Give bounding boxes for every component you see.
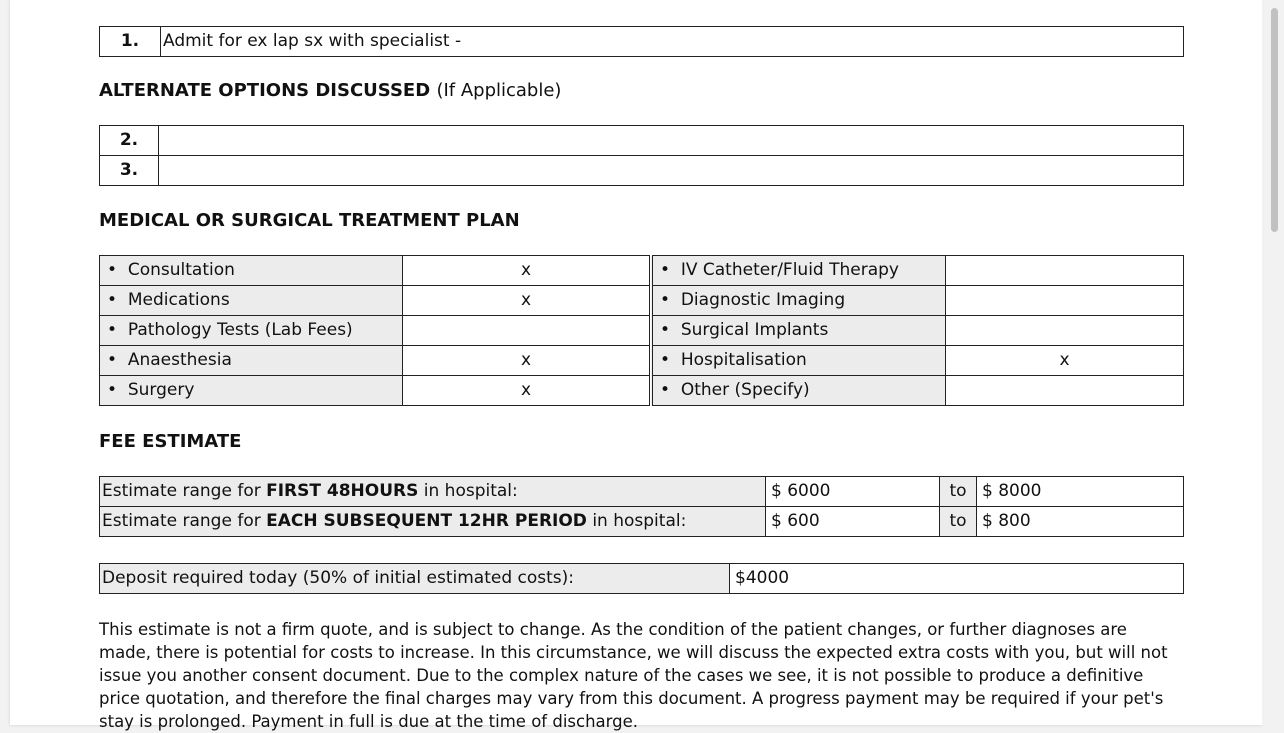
alternate-options-heading (99, 80, 561, 101)
treatment-label: Surgery (127, 380, 195, 400)
treatment-item (100, 376, 403, 406)
treatment-item (100, 256, 403, 286)
treatment-mark[interactable] (946, 316, 1184, 346)
table-row (100, 286, 1184, 316)
bullet: • (660, 350, 671, 370)
treatment-item (651, 346, 946, 376)
option-text[interactable]: Admit for ex lap sx with specialist - (161, 27, 1184, 57)
treatment-label: Diagnostic Imaging (680, 290, 846, 310)
table-row (100, 507, 1184, 537)
treatment-label: Anaesthesia (127, 350, 232, 370)
treatment-item (100, 346, 403, 376)
table-row (100, 156, 1184, 186)
fee-low-value[interactable]: $ 600 (766, 507, 940, 537)
alternate-options-table (99, 125, 1184, 186)
fee-high-value[interactable]: $ 8000 (977, 477, 1184, 507)
treatment-item (651, 286, 946, 316)
treatment-mark[interactable] (946, 376, 1184, 406)
scrollbar-thumb[interactable] (1271, 8, 1278, 232)
table-row (100, 316, 1184, 346)
option-number: 1. (100, 27, 161, 57)
fee-to-label: to (940, 507, 977, 537)
primary-option-table (99, 26, 1184, 57)
fee-label-prefix: Estimate range for (102, 511, 267, 531)
table-row (100, 27, 1184, 57)
treatment-label: Consultation (127, 260, 235, 280)
treatment-label: IV Catheter/Fluid Therapy (680, 260, 899, 280)
option-number: 2. (100, 126, 159, 156)
bullet: • (660, 320, 671, 340)
treatment-label: Medications (127, 290, 230, 310)
option-text[interactable] (159, 156, 1184, 186)
treatment-label: Hospitalisation (680, 350, 807, 370)
treatment-item (651, 376, 946, 406)
treatment-item (100, 286, 403, 316)
table-row (100, 256, 1184, 286)
treatment-mark[interactable]: x (403, 376, 652, 406)
deposit-value[interactable]: $4000 (730, 564, 1184, 594)
table-row (100, 477, 1184, 507)
treatment-item (100, 316, 403, 346)
vertical-scrollbar[interactable] (1262, 0, 1284, 725)
deposit-table (99, 563, 1184, 594)
table-row (100, 346, 1184, 376)
disclaimer-paragraph: This estimate is not a firm quote, and is subject to change. As the condition of the patient changes, or further diagnoses are made, there is potential for costs to increase. In this circumstance, we will discuss the expected extra costs with you, but will not issue you another consent document. Due to the complex nature of the cases we see, it is not possible to produce a definitive price quotation, and therefore the final charges may vary from this document. A progress payment may be required if your pet's stay is prolonged. Payment in full is due at the time of discharge. (99, 620, 1168, 731)
treatment-mark[interactable] (403, 316, 652, 346)
table-row (100, 564, 1184, 594)
fee-label-suffix: in hospital: (418, 481, 518, 501)
bullet: • (107, 320, 118, 340)
treatment-label: Other (Specify) (680, 380, 810, 400)
fee-to-label: to (940, 477, 977, 507)
treatment-plan-heading: MEDICAL OR SURGICAL TREATMENT PLAN (99, 210, 520, 231)
fee-estimate-heading: FEE ESTIMATE (99, 431, 242, 452)
option-number: 3. (100, 156, 159, 186)
alternate-options-subtitle: (If Applicable) (436, 80, 562, 101)
treatment-label: Pathology Tests (Lab Fees) (127, 320, 353, 340)
treatment-mark[interactable] (946, 256, 1184, 286)
bullet: • (107, 350, 118, 370)
bullet: • (107, 260, 118, 280)
treatment-mark[interactable]: x (403, 256, 652, 286)
table-row (100, 126, 1184, 156)
alternate-options-title: ALTERNATE OPTIONS DISCUSSED (99, 80, 431, 101)
bullet: • (660, 290, 671, 310)
treatment-plan-table (99, 255, 1184, 406)
bullet: • (660, 380, 671, 400)
fee-label-prefix: Estimate range for (102, 481, 267, 501)
fee-row-label (100, 507, 766, 537)
treatment-mark[interactable]: x (403, 286, 652, 316)
treatment-mark[interactable]: x (946, 346, 1184, 376)
fee-high-value[interactable]: $ 800 (977, 507, 1184, 537)
fee-low-value[interactable]: $ 6000 (766, 477, 940, 507)
bullet: • (660, 260, 671, 280)
option-text[interactable] (159, 126, 1184, 156)
treatment-item (651, 316, 946, 346)
treatment-mark[interactable] (946, 286, 1184, 316)
fee-label-bold: FIRST 48HOURS (266, 481, 419, 501)
bullet: • (107, 380, 118, 400)
document-page (10, 0, 1262, 731)
fee-row-label (100, 477, 766, 507)
treatment-mark[interactable]: x (403, 346, 652, 376)
table-row (100, 376, 1184, 406)
fee-label-suffix: in hospital: (586, 511, 687, 531)
treatment-item (651, 256, 946, 286)
deposit-label: Deposit required today (50% of initial estimated costs): (100, 564, 730, 594)
fee-estimate-table (99, 476, 1184, 537)
fee-label-bold: EACH SUBSEQUENT 12HR PERIOD (266, 511, 587, 531)
treatment-label: Surgical Implants (680, 320, 829, 340)
bullet: • (107, 290, 118, 310)
